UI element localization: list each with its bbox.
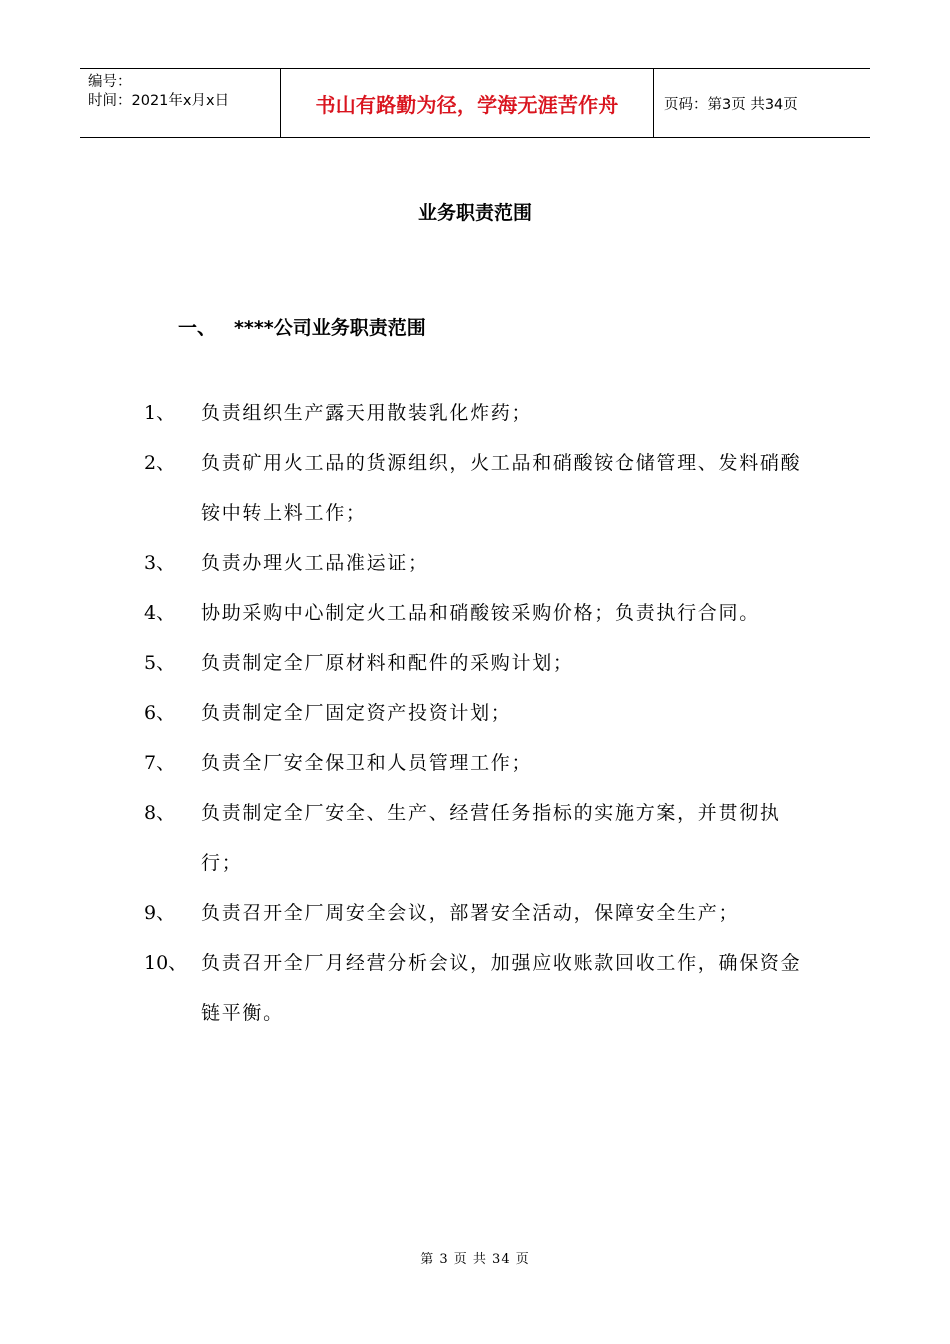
header-motto: 书山有路勤为径，学海无涯苦作舟	[281, 69, 654, 137]
item-number: 9、	[144, 902, 176, 924]
duty-list	[144, 388, 824, 1038]
page-title: 业务职责范围	[417, 202, 532, 224]
page-footer: 第 3 页 共 34 页	[420, 1252, 530, 1267]
item-text: 协助采购中心制定火工品和硝酸铵采购价格；负责执行合同。	[201, 602, 760, 624]
item-text: 负责召开全厂月经营分析会议，加强应收账款回收工作，确保资金链平衡。	[201, 952, 802, 1024]
item-number: 10、	[144, 952, 188, 974]
item-text: 负责组织生产露天用散装乳化炸药；	[201, 402, 533, 424]
section-title: ****公司业务职责范围	[234, 317, 426, 339]
item-text: 负责办理火工品准运证；	[201, 552, 429, 574]
list-item	[144, 538, 824, 588]
header-page-info: 页码：第3页 共34页	[664, 96, 798, 113]
item-number: 2、	[144, 452, 176, 474]
list-item	[144, 438, 824, 538]
list-item	[144, 938, 824, 1038]
item-number: 5、	[144, 652, 176, 674]
list-item	[144, 638, 824, 688]
list-item	[144, 738, 824, 788]
item-number: 4、	[144, 602, 176, 624]
item-number: 6、	[144, 702, 176, 724]
item-number: 8、	[144, 802, 176, 824]
document-date: 时间：2021年x月x日	[88, 93, 230, 109]
list-item	[144, 888, 824, 938]
list-item	[144, 788, 824, 888]
item-text: 负责矿用火工品的货源组织，火工品和硝酸铵仓储管理、发料硝酸铵中转上料工作；	[201, 452, 802, 524]
section-heading	[178, 313, 426, 340]
item-number: 7、	[144, 752, 176, 774]
list-item	[144, 588, 824, 638]
item-text: 负责全厂安全保卫和人员管理工作；	[201, 752, 533, 774]
item-number: 3、	[144, 552, 176, 574]
page-header	[80, 68, 870, 138]
item-text: 负责制定全厂安全、生产、经营任务指标的实施方案，并贯彻执行；	[201, 802, 781, 874]
section-number: 一、	[178, 317, 217, 339]
item-text: 负责召开全厂周安全会议，部署安全活动，保障安全生产；	[201, 902, 740, 924]
document-number-label: 编号：	[88, 74, 132, 90]
item-text: 负责制定全厂固定资产投资计划；	[201, 702, 512, 724]
list-item	[144, 688, 824, 738]
item-number: 1、	[144, 402, 176, 424]
list-item	[144, 388, 824, 438]
header-meta	[80, 69, 281, 137]
item-text: 负责制定全厂原材料和配件的采购计划；	[201, 652, 574, 674]
